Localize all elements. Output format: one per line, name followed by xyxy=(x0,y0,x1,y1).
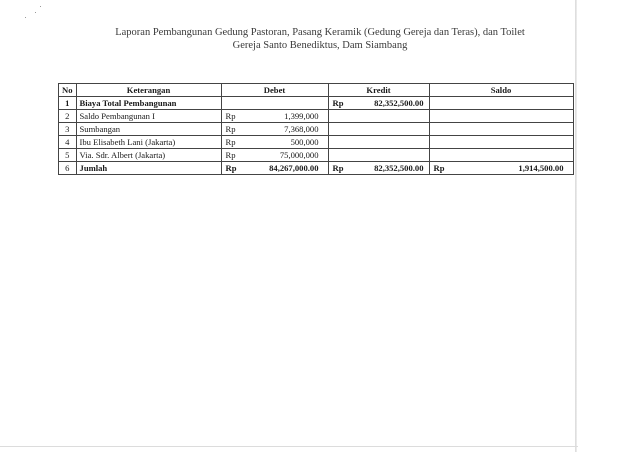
amount: 82,352,500.00 xyxy=(374,97,424,108)
row-saldo xyxy=(429,149,573,162)
row-keterangan: Ibu Elisabeth Lani (Jakarta) xyxy=(76,136,221,149)
row-keterangan: Via. Sdr. Albert (Jakarta) xyxy=(76,149,221,162)
table-row xyxy=(59,136,574,149)
table-header-row xyxy=(59,84,574,97)
row-no: 1 xyxy=(59,97,77,110)
scan-speck xyxy=(35,12,36,13)
row-saldo xyxy=(429,97,573,110)
row-kredit xyxy=(328,162,429,175)
header-keterangan: Keterangan xyxy=(76,84,221,97)
row-no: 3 xyxy=(59,123,77,136)
amount: 82,352,500.00 xyxy=(374,162,424,173)
row-no: 5 xyxy=(59,149,77,162)
row-kredit xyxy=(328,136,429,149)
report-title-line-2: Gereja Santo Benediktus, Dam Siambang xyxy=(232,40,408,51)
row-debet xyxy=(221,110,328,123)
row-keterangan: Biaya Total Pembangunan xyxy=(76,97,221,110)
scan-speck xyxy=(25,17,26,18)
report-table xyxy=(58,83,574,175)
table-row xyxy=(59,123,574,136)
table-total-row xyxy=(59,162,574,175)
amount: 7,368,000 xyxy=(284,123,319,134)
currency-label: Rp xyxy=(225,136,236,147)
row-keterangan: Jumlah xyxy=(76,162,221,175)
amount: 84,267,000.00 xyxy=(269,162,319,173)
row-no: 4 xyxy=(59,136,77,149)
currency-label: Rp xyxy=(225,162,237,173)
row-keterangan: Sumbangan xyxy=(76,123,221,136)
amount: 1,399,000 xyxy=(284,110,319,121)
row-saldo xyxy=(429,110,573,123)
header-no: No xyxy=(59,84,77,97)
row-debet xyxy=(221,136,328,149)
currency-label: Rp xyxy=(433,162,445,173)
row-no: 6 xyxy=(59,162,77,175)
header-saldo: Saldo xyxy=(429,84,573,97)
row-kredit xyxy=(328,123,429,136)
report-title-line-1: Laporan Pembangunan Gedung Pastoran, Pasang Keramik (Gedung Gereja dan Teras), dan Toilet xyxy=(115,27,525,38)
row-kredit xyxy=(328,149,429,162)
row-saldo xyxy=(429,123,573,136)
currency-label: Rp xyxy=(332,162,344,173)
row-no: 2 xyxy=(59,110,77,123)
row-debet xyxy=(221,149,328,162)
page-bottom-edge xyxy=(0,446,578,447)
table-row xyxy=(59,149,574,162)
row-debet xyxy=(221,123,328,136)
currency-label: Rp xyxy=(332,97,344,108)
report-title xyxy=(40,26,600,52)
currency-label: Rp xyxy=(225,110,236,121)
row-saldo xyxy=(429,136,573,149)
currency-label: Rp xyxy=(225,123,236,134)
scan-speck xyxy=(40,6,41,7)
table-row xyxy=(59,110,574,123)
table-row xyxy=(59,97,574,110)
amount: 1,914,500.00 xyxy=(518,162,564,173)
header-debet: Debet xyxy=(221,84,328,97)
row-saldo xyxy=(429,162,573,175)
row-kredit xyxy=(328,97,429,110)
header-kredit: Kredit xyxy=(328,84,429,97)
amount: 500,000 xyxy=(290,136,319,147)
row-debet xyxy=(221,97,328,110)
page-edge-shadow xyxy=(575,0,577,452)
amount: 75,000,000 xyxy=(279,149,319,160)
currency-label: Rp xyxy=(225,149,236,160)
row-keterangan: Saldo Pembangunan I xyxy=(76,110,221,123)
row-debet xyxy=(221,162,328,175)
row-kredit xyxy=(328,110,429,123)
